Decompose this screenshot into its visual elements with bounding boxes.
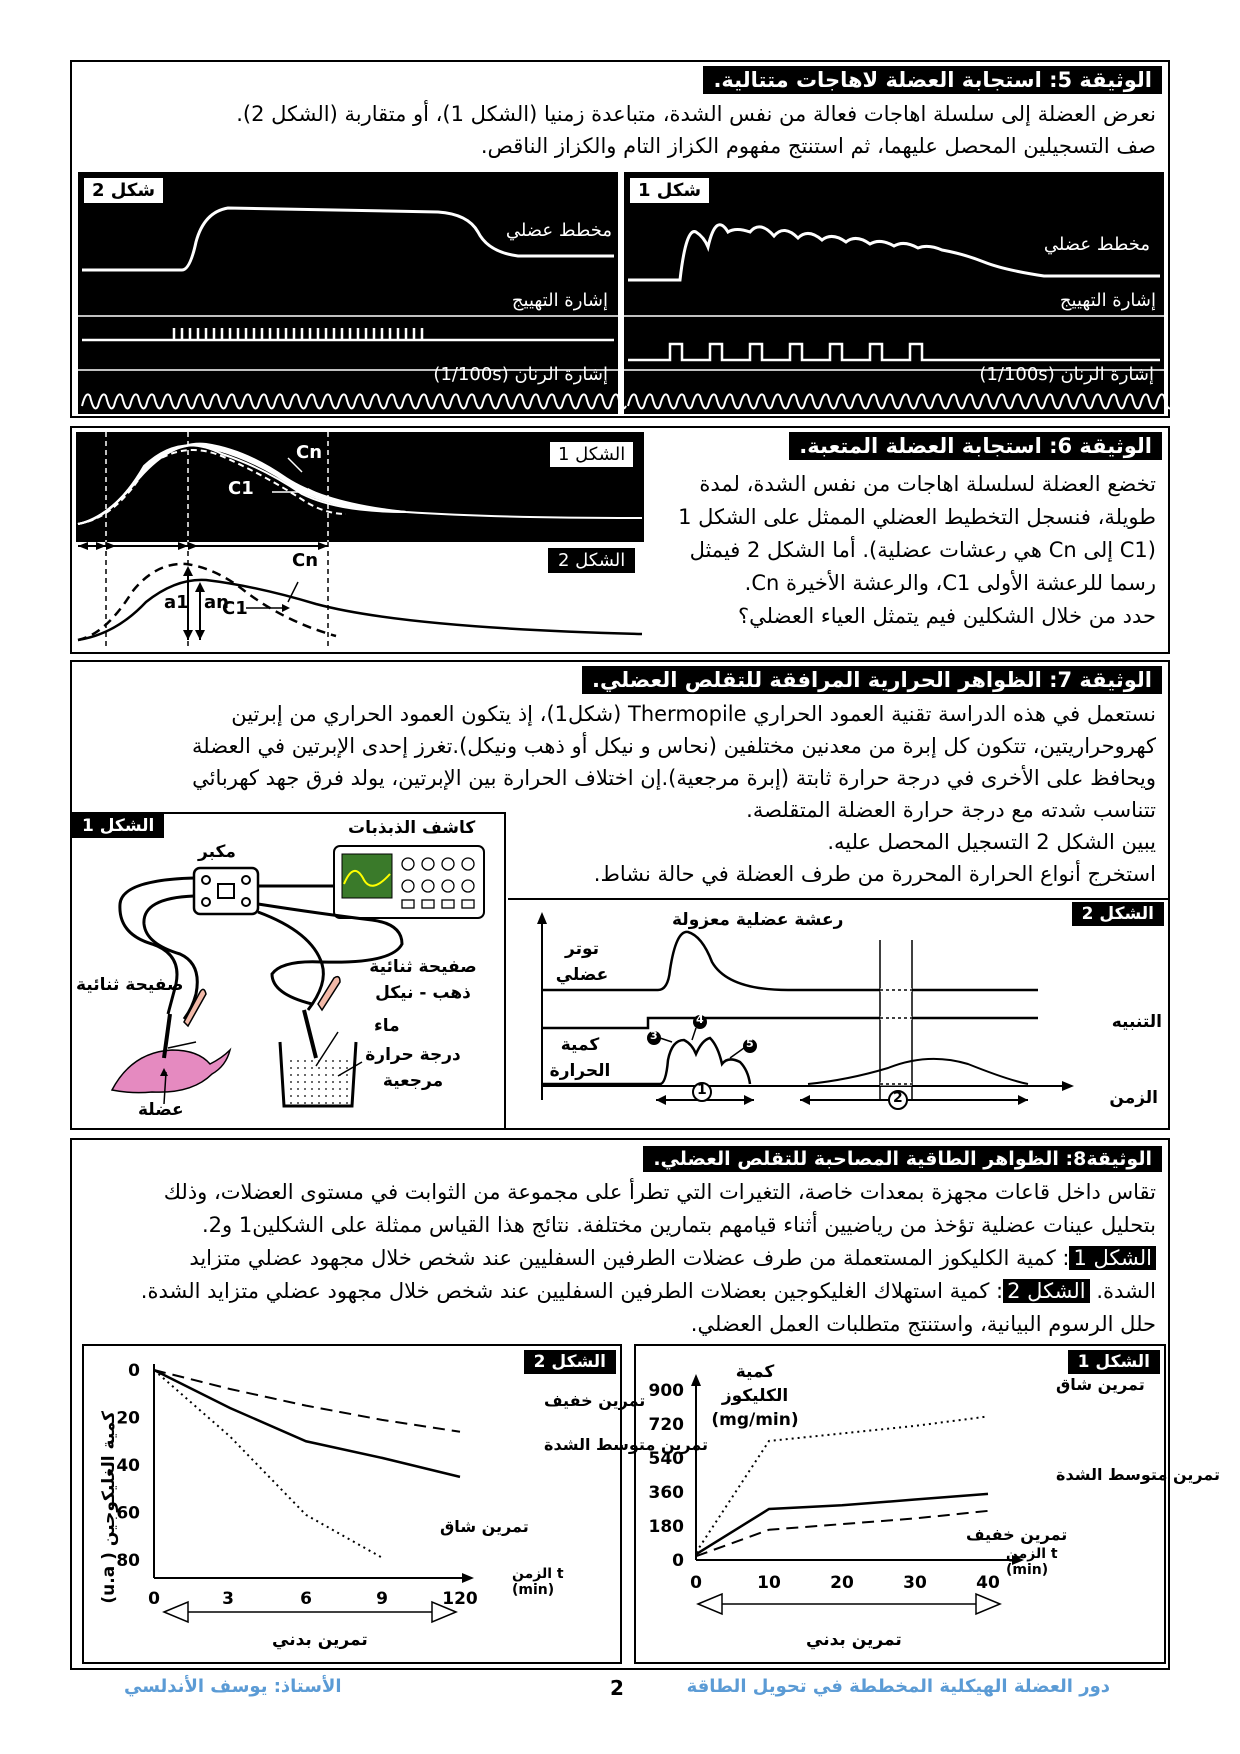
doc7-time-label: الزمن [1109, 1088, 1158, 1108]
doc7-line2: كهروحراريتين، تتكون كل إبرة من معدنين مختلفين (نحاس و نيكل أو ذهب ونيكل).تغرز إحدى الإبرتين في العضلة [192, 734, 1156, 758]
chart2-ytick: 80 [116, 1551, 140, 1571]
doc7-fig1-tag: الشكل 1 [72, 814, 164, 838]
chart2-series-label: تمرين خفيف [544, 1391, 646, 1410]
chart1-ytick: 720 [648, 1415, 684, 1435]
doc7-twitch-label: رعشة عضلية معزولة [672, 910, 844, 930]
chart1-xtick: 10 [757, 1573, 781, 1593]
doc5-figure1 [624, 172, 1164, 414]
doc6-section [70, 426, 1170, 654]
doc7-figure2 [508, 898, 1168, 1128]
chart1-series-label: تمرين متوسط الشدة [1056, 1465, 1221, 1484]
chart2-ytick: 40 [116, 1456, 140, 1476]
doc5-fig1-muscle-label: مخطط عضلي [1043, 234, 1150, 255]
doc7-marker-1: 1 [697, 1082, 707, 1098]
chart1-xtick: 0 [690, 1573, 702, 1593]
chart1-ytick: 900 [648, 1381, 684, 1401]
doc7-heat-label: كمية الحرارة [549, 1035, 611, 1081]
chart1-xtick: 40 [976, 1573, 1000, 1593]
doc7-line1: نستعمل في هذه الدراسة تقنية العمود الحراري Thermopile (شكل1)، إذ يتكون العمود الحراري من إبرتين [231, 702, 1156, 726]
footer-page-number: 2 [610, 1676, 624, 1700]
chart2-bottom-arrow-left [164, 1602, 188, 1622]
doc8-line3-tag: الشكل 1 [1069, 1246, 1156, 1270]
doc8-title: الوثيقة8: الظواهر الطاقية المصاحبة للتقلص العضلي. [643, 1146, 1162, 1172]
chart2-ytick: 0 [128, 1361, 140, 1381]
chart1-series-line [696, 1494, 988, 1554]
doc6-fig1-c1: C1 [228, 478, 254, 499]
doc5-line1: نعرض العضلة إلى سلسلة اهاجات فعالة من نفس الشدة، متباعدة زمنيا (الشكل 1)، أو متقاربة (الشكل 2). [236, 102, 1156, 126]
doc7-water-label: ماء [374, 1016, 400, 1036]
chart2-ytick: 60 [116, 1503, 140, 1524]
doc7-tension-label: توتر عضلي [555, 939, 609, 985]
doc7-muscle-label: عضلة [138, 1100, 184, 1120]
doc5-figure2 [78, 172, 618, 414]
doc8-text [84, 1176, 1156, 1341]
doc5-section [70, 60, 1170, 418]
doc8-chart2-xunit: الزمن t (min) [512, 1566, 564, 1598]
doc5-fig2-resonator-label: إشارة الرنان (1/100s) [433, 364, 608, 385]
doc7-marker-2: 2 [893, 1090, 903, 1106]
chart1-xtick: 20 [830, 1573, 854, 1593]
doc6-line3: (C1 إلى Cn هي رعشات عضلية). أما الشكل 2 فيمثل [689, 538, 1156, 562]
chart1-ytick: 360 [648, 1483, 684, 1503]
doc6-fig2-cn: Cn [292, 550, 319, 571]
doc7-marker-5: 5 [746, 1037, 754, 1050]
chart1-ytick: 180 [648, 1517, 684, 1537]
chart2-ytick: 20 [116, 1408, 140, 1429]
doc5-fig1-stim-label: إشارة التهييج [1059, 290, 1156, 311]
chart2-series-line [154, 1370, 460, 1477]
doc7-marker-4: 4 [696, 1013, 704, 1026]
doc6-fig1-tag: الشكل 1 [548, 440, 635, 469]
doc8-section [70, 1138, 1221, 1670]
doc8-line2: بتحليل عينات عضلية تؤخذ من رياضيين أثناء قيامهم بتمارين مختلفة. نتائج هذا القياس ممثلة على الشكلين1 و2. [201, 1213, 1156, 1237]
chart1-series-line [696, 1416, 988, 1552]
chart1-series-label: تمرين شاق [1056, 1375, 1145, 1394]
doc8-chart1-frame [634, 1344, 1221, 1664]
doc5-fig2-stim-label: إشارة التهييج [511, 290, 608, 311]
doc6-line1: تخضع العضلة لسلسلة اهاجات من نفس الشدة، لمدة [699, 472, 1156, 496]
doc7-oscilloscope-label: كاشف الذبذبات [348, 818, 476, 838]
doc7-ref-temp-label: درجة حرارة مرجعية [365, 1045, 461, 1091]
chart2-x-arrow [462, 1573, 474, 1583]
doc8-line1: تقاس داخل قاعات مجهزة بمعدات خاصة، التغيرات التي تطرأ على مجموعة من الثوابت في مستوى العضلات، وذلك [163, 1180, 1156, 1204]
doc8-line4-tag: الشكل 2 [1003, 1279, 1090, 1303]
doc6-figure1 [76, 432, 644, 542]
footer-teacher: الأستاذ: يوسف الأندلسي [124, 1676, 342, 1697]
doc7-amplifier-label: مكبر [198, 842, 236, 862]
doc6-figure2 [76, 542, 644, 650]
doc8-chart1-tag: الشكل 1 [1068, 1350, 1160, 1374]
doc5-line2: صف التسجيلين المحصل عليهما، ثم استنتج مفهوم الكزاز التام والكزاز الناقص. [480, 134, 1156, 158]
doc8-chart1-bottom: تمرين بدني [806, 1630, 902, 1650]
doc7-figure1 [72, 812, 506, 1128]
doc6-fig2-an: an [204, 592, 229, 613]
doc7-section [70, 660, 1170, 1130]
doc8-chart2-bottom: تمرين بدني [272, 1630, 368, 1650]
doc8-chart2-ylabel: كمية الغليكوجين ( u.a) [99, 1411, 119, 1604]
chart2-series-label: تمرين شاق [440, 1517, 529, 1536]
doc7-line5: يبين الشكل 2 التسجيل المحصل عليه. [827, 830, 1156, 854]
doc8-chart1-ylabel: كمية الكليكوز (mg/min) [711, 1362, 799, 1430]
chart2-xtick: 0 [148, 1589, 160, 1609]
doc6-line4: رسما للرعشة الأولى C1، والرعشة الأخيرة Cn. [744, 571, 1156, 595]
doc8-line3 [84, 1242, 1156, 1275]
chart1-bottom-arrow-left [698, 1594, 722, 1614]
doc8-line4 [84, 1275, 1156, 1308]
doc5-title: الوثيقة 5: استجابة العضلة لاهاجات متتالية. [703, 66, 1162, 94]
chart2-xtick: 6 [300, 1589, 312, 1609]
doc7-line6: استخرج أنواع الحرارة المحررة من طرف العضلة في حالة نشاط. [593, 862, 1156, 886]
doc8-chart1-xunit: الزمن t (min) [1006, 1546, 1058, 1578]
chart1-ytick: 540 [648, 1449, 684, 1469]
doc6-fig2-tag: الشكل 2 [548, 548, 635, 573]
doc6-line5: حدد من خلال الشكلين فيم يتمثل العياء العضلي؟ [738, 604, 1156, 628]
chart1-series-label: تمرين خفيف [966, 1525, 1068, 1544]
doc7-line4: تتناسب شدته مع درجة حرارة العضلة المتقلصة. [746, 798, 1156, 822]
doc7-title: الوثيقة 7: الظواهر الحرارية المرافقة للتقلص العضلي. [582, 666, 1162, 694]
doc7-line3: ويحافظ على الأخرى في درجة حرارة ثابتة (إبرة مرجعية).إن اختلاف الحرارة بين الإبرتين، يولد فرق جهد كهربائي [192, 766, 1156, 790]
doc6-text [646, 468, 1156, 633]
chart2-xtick: 3 [222, 1589, 234, 1609]
doc7-bimetal-left-label: صفيحة ثنائية [76, 975, 184, 995]
doc6-title: الوثيقة 6: استجابة العضلة المتعبة. [789, 432, 1162, 460]
doc8-line5: حلل الرسوم البيانية، واستنتج متطلبات العمل العضلي. [690, 1312, 1156, 1336]
doc5-fig2-tag: شكل 2 [82, 176, 165, 205]
doc7-bimetal-right-label: صفيحة ثنائية ذهب - نيكل [369, 957, 477, 1003]
chart1-bottom-arrow-right [976, 1594, 1000, 1614]
chart2-series-line [154, 1370, 460, 1432]
doc5-fig1-resonator-label: إشارة الرنان (1/100s) [979, 364, 1154, 385]
doc7-text2 [556, 794, 1156, 890]
doc5-fig1-tag: شكل 1 [628, 176, 711, 205]
doc7-stim-label: التنبيه [1111, 1012, 1162, 1032]
doc8-line3-text: : كمية الكليكوز المستعملة من طرف عضلات الطرفين السفليين عند شخص خلال مجهود عضلي متزايد [189, 1246, 1070, 1270]
footer-title: دور العضلة الهيكلية المخططة في تحويل الطاقة [686, 1676, 1110, 1697]
doc6-fig2-a1: a1 [164, 592, 189, 613]
doc8-line4-text: : كمية استهلاك الغليكوجين بعضلات الطرفين السفليين عند شخص خلال مجهود عضلي متزايد الشدة. [140, 1279, 1004, 1303]
doc7-figure2-svg [508, 900, 1168, 1130]
chart1-xtick: 30 [903, 1573, 927, 1593]
chart1-series-line [696, 1511, 988, 1556]
doc7-marker-3: 3 [650, 1029, 658, 1042]
doc7-text [84, 698, 1156, 794]
doc6-fig1-cn: Cn [296, 442, 323, 463]
doc6-line2: طويلة، فنسجل التخطيط العضلي الممثل على الشكل 1 [678, 505, 1156, 529]
chart1-ytick: 0 [672, 1551, 684, 1571]
chart2-xtick: 9 [376, 1589, 388, 1609]
doc5-text [84, 98, 1156, 162]
doc6-fig2-c1: C1 [222, 598, 248, 619]
doc8-chart2-tag: الشكل 2 [524, 1350, 616, 1374]
doc7-fig2-tag: الشكل 2 [1072, 902, 1164, 926]
chart2-series-label: تمرين متوسط الشدة [544, 1435, 709, 1454]
doc5-fig2-muscle-label: مخطط عضلي [505, 220, 612, 241]
chart2-xtick: 120 [442, 1589, 478, 1609]
doc8-line4-pre: الشدة. [1096, 1279, 1156, 1303]
